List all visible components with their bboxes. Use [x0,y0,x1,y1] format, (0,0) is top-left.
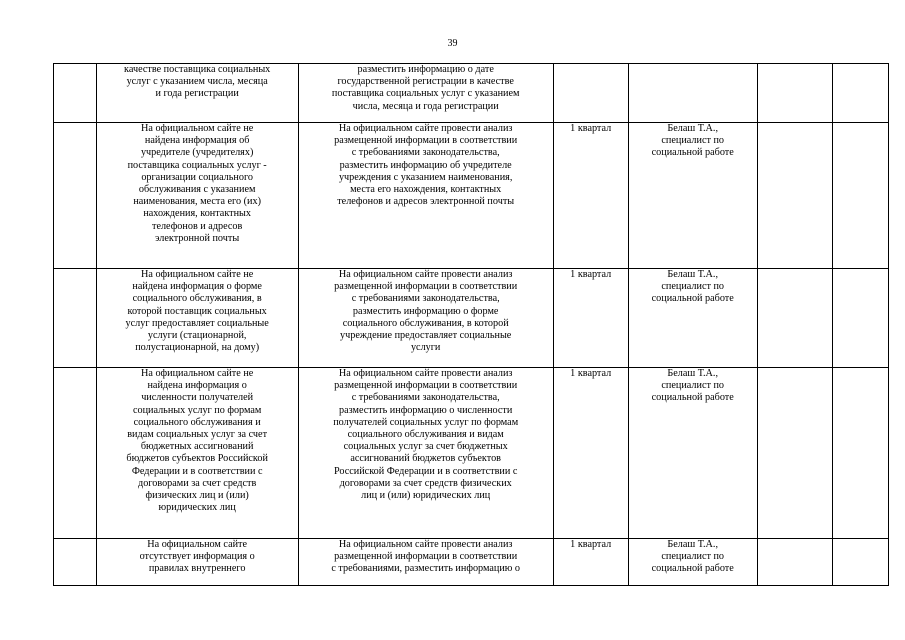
empty-cell [757,269,832,368]
period-cell [553,64,628,123]
period-cell: 1 квартал [553,269,628,368]
period-cell: 1 квартал [553,368,628,539]
empty-cell [757,123,832,269]
action-cell: На официальном сайте провести анализ размещенной информации в соответствии с требованиями законодательства, разместить информацию об учредителе учреждения с указанием наименования, места его нахождения, контактных телефонов и адресов электронной почты [298,123,553,269]
action-cell: На официальном сайте провести анализ размещенной информации в соответствии с требованиями законодательства, разместить информацию о форме социального обслуживания, в которой учреждение предоставляет социальные услуги [298,269,553,368]
period-cell: 1 квартал [553,539,628,586]
table-row [54,123,889,269]
empty-cell [832,123,888,269]
action-cell: На официальном сайте провести анализ размещенной информации в соответствии с требованиями законодательства, разместить информацию о численности получателей социальных услуг по формам социального обслуживания и видам социальных услуг за счет бюджетных ассигнований бюджетов субъектов Российской Федерации и в соответствии с договорами за счет средств физических лиц и (или) юридических лиц [298,368,553,539]
problem-cell: качестве поставщика социальных услуг с указанием числа, месяца и года регистрации [96,64,298,123]
number-cell [54,123,97,269]
empty-cell [832,368,888,539]
number-cell [54,539,97,586]
empty-cell [757,539,832,586]
page-number: 39 [447,38,458,49]
table-row [54,269,889,368]
responsible-cell: Белаш Т.А., специалист по социальной работе [628,269,757,368]
responsible-cell: Белаш Т.А., специалист по социальной работе [628,368,757,539]
problem-cell: На официальном сайте отсутствует информация о правилах внутреннего [96,539,298,586]
problem-cell: На официальном сайте не найдена информация о численности получателей социальных услуг по формам социального обслуживания и видам социальных услуг за счет бюджетных ассигнований бюджетов субъектов Российской Федерации и в соответствии с договорами за счет средств физических лиц и (или) юридических лиц [96,368,298,539]
empty-cell [832,64,888,123]
table-row [54,64,889,123]
empty-cell [832,269,888,368]
empty-cell [757,368,832,539]
number-cell [54,269,97,368]
problem-cell: На официальном сайте не найдена информация об учредителе (учредителях) поставщика социальных услуг - организации социального обслуживания с указанием наименования, места его (их) нахождения, контактных телефонов и адресов электронной почты [96,123,298,269]
number-cell [54,64,97,123]
table-row [54,368,889,539]
period-cell: 1 квартал [553,123,628,269]
responsible-cell [628,64,757,123]
table-row [54,539,889,586]
problem-cell: На официальном сайте не найдена информация о форме социального обслуживания, в которой поставщик социальных услуг предоставляет социальные услуги (стационарной, полустационарной, на дому) [96,269,298,368]
responsible-cell: Белаш Т.А., специалист по социальной работе [628,539,757,586]
responsible-cell: Белаш Т.А., специалист по социальной работе [628,123,757,269]
action-cell: На официальном сайте провести анализ размещенной информации в соответствии с требованиями, разместить информацию о [298,539,553,586]
empty-cell [832,539,888,586]
action-cell: разместить информацию о дате государственной регистрации в качестве поставщика социальных услуг с указанием числа, месяца и года регистрации [298,64,553,123]
empty-cell [757,64,832,123]
action-plan-table [53,63,889,586]
number-cell [54,368,97,539]
